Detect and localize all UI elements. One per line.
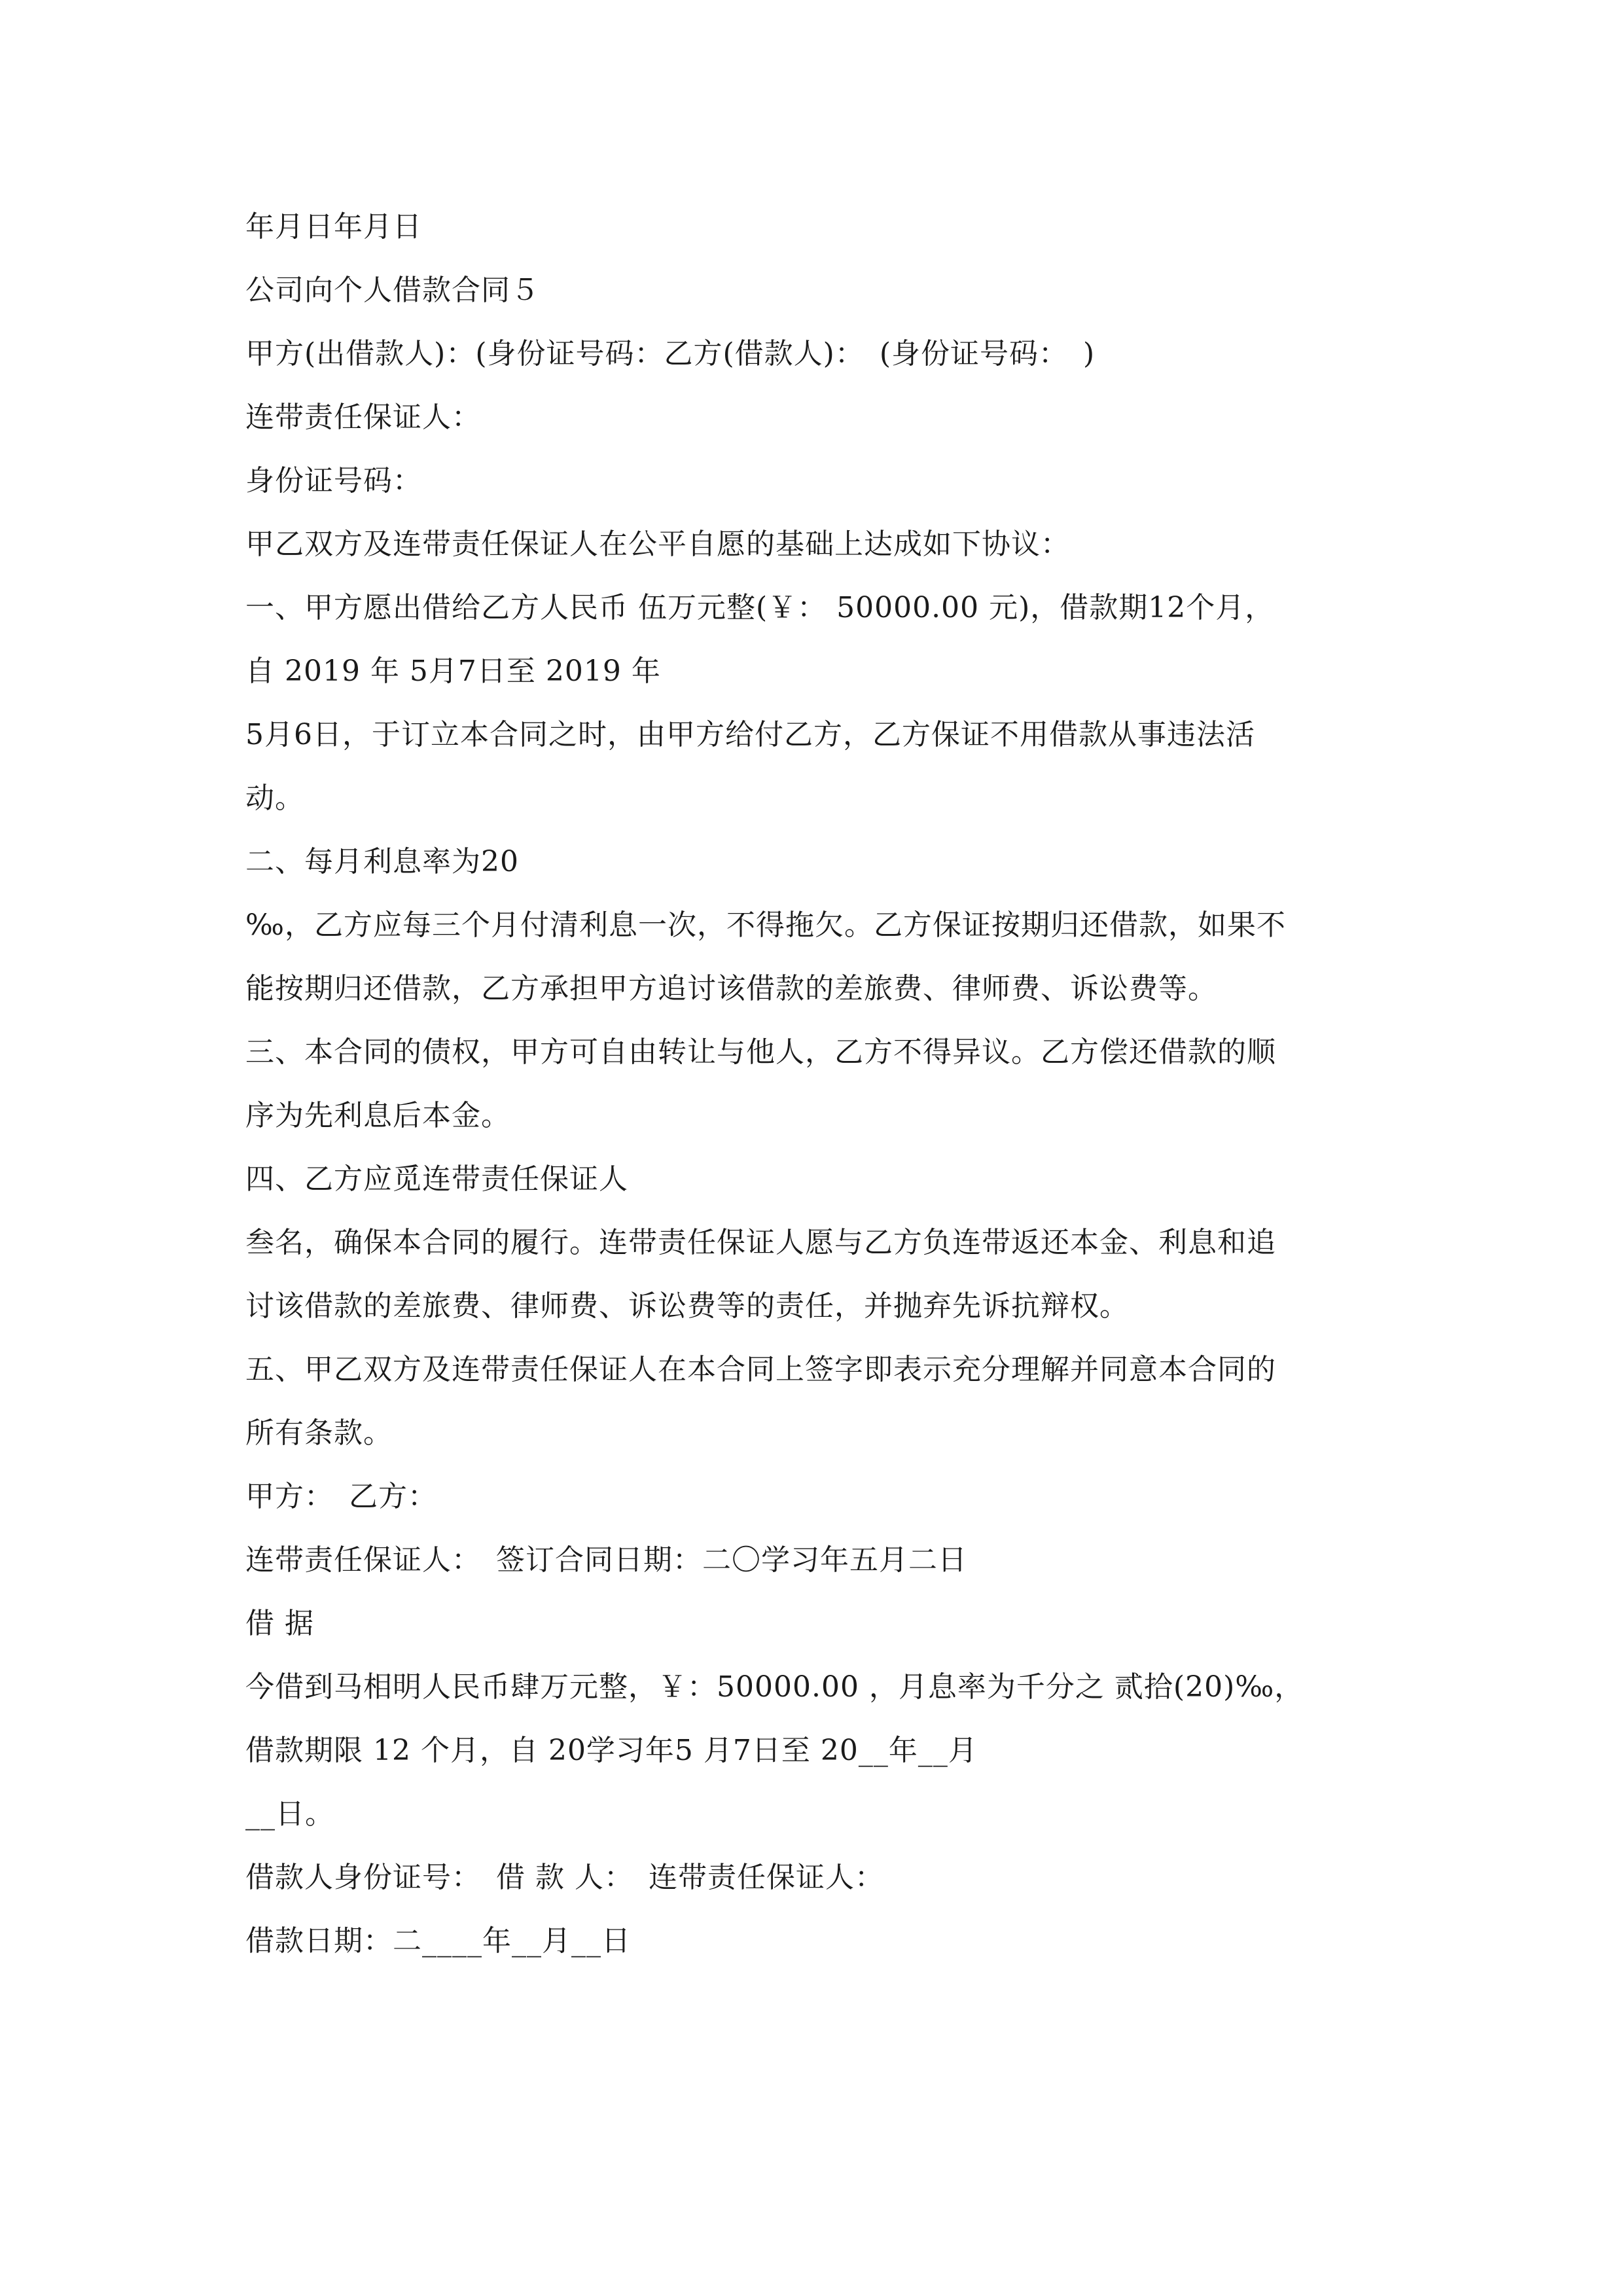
agreement-intro: 甲乙双方及连带责任保证人在公平自愿的基础上达成如下协议： [245,528,1070,561]
contract-text [245,204,1397,1982]
clause-2-line-1: 二、每月利息率为20 [245,845,519,878]
clause-1-line-3: 5月6日，于订立本合同之时，由甲方给付乙方，乙方保证不用借款从事违法活 [245,718,1255,751]
clause-5-line-2: 所有条款。 [245,1416,393,1450]
signature-guarantor-date: 连带责任保证人： 签订合同日期：二〇学习年五月二日 [245,1543,967,1577]
clause-4-line-2: 叁名，确保本合同的履行。连带责任保证人愿与乙方负连带返还本金、利息和追 [245,1226,1276,1259]
guarantor-label: 连带责任保证人： [245,401,481,434]
contract-title: 公司向个人借款合同５ [245,274,540,307]
iou-date: 借款日期：二____年__月__日 [245,1924,631,1958]
clause-1-line-4: 动。 [245,781,304,815]
iou-title: 借 据 [245,1607,314,1640]
clause-3-line-1: 三、本合同的债权，甲方可自由转让与他人，乙方不得异议。乙方偿还借款的顺 [245,1035,1276,1069]
iou-line-3: __日。 [245,1797,334,1831]
clause-2-line-2: ‰，乙方应每三个月付清利息一次，不得拖欠。乙方保证按期归还借款，如果不 [245,908,1287,942]
clause-1-line-1: 一、甲方愿出借给乙方人民币 伍万元整(￥： 50000.00 元)，借款期12个月， [245,591,1275,624]
header-date-line: 年月日年月日 [245,210,422,243]
clause-4-line-3: 讨该借款的差旅费、律师费、诉讼费等的责任，并抛弃先诉抗辩权。 [245,1289,1129,1323]
id-number-label: 身份证号码： [245,464,422,497]
iou-signatures: 借款人身份证号： 借 款 人： 连带责任保证人： [245,1861,884,1894]
parties-line: 甲方(出借款人)：(身份证号码：乙方(借款人)： (身份证号码： ) [245,337,1096,370]
iou-line-2: 借款期限 12 个月，自 20学习年5 月7日至 20__年__月 [245,1734,978,1767]
signature-parties: 甲方： 乙方： [245,1480,437,1513]
iou-line-1: 今借到马相明人民币肆万元整，￥：50000.00 ，月息率为千分之 贰拾(20)‰， [245,1670,1304,1704]
clause-2-line-3: 能按期归还借款，乙方承担甲方追讨该借款的差旅费、律师费、诉讼费等。 [245,972,1217,1005]
clause-5-line-1: 五、甲乙双方及连带责任保证人在本合同上签字即表示充分理解并同意本合同的 [245,1353,1276,1386]
clause-1-line-2: 自 2019 年 5月7日至 2019 年 [245,655,661,688]
clause-4-line-1: 四、乙方应觅连带责任保证人 [245,1162,628,1196]
clause-3-line-2: 序为先利息后本金。 [245,1099,510,1132]
